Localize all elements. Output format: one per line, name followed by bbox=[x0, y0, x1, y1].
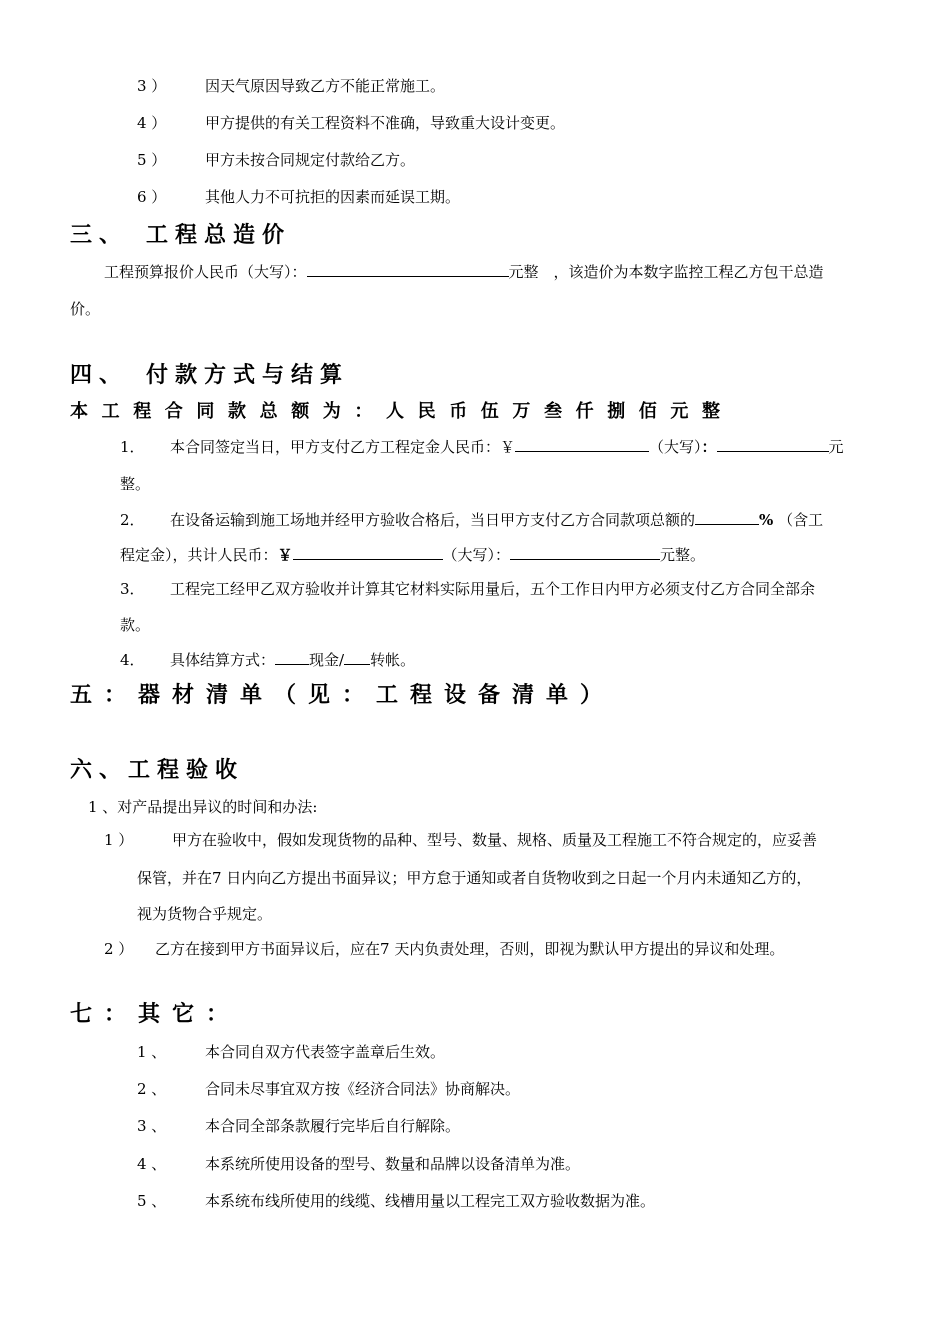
list-item bbox=[137, 113, 566, 133]
item-text: 合同未尽事宜双方按《经济合同法》协商解决。 bbox=[205, 1080, 521, 1098]
item-text: 元整。 bbox=[660, 546, 706, 564]
list-item-text: 因天气原因导致乙方不能正常施工。 bbox=[205, 77, 446, 95]
list-item-number: 6 ） bbox=[137, 188, 167, 206]
item-text: 现金/ bbox=[309, 651, 345, 669]
payment-item-cont: 款。 bbox=[120, 616, 151, 634]
payment-item bbox=[120, 437, 844, 457]
list-item bbox=[137, 1116, 461, 1136]
list-item bbox=[137, 1042, 446, 1062]
paragraph-line: 价。 bbox=[70, 300, 101, 318]
section-heading: 七：其它： bbox=[70, 1002, 241, 1027]
item-text: 本合同自双方代表签字盖章后生效。 bbox=[205, 1043, 446, 1061]
item-number: 2． bbox=[120, 511, 145, 529]
blank-field bbox=[695, 510, 759, 525]
section-heading: 六、工程验收 bbox=[70, 758, 245, 783]
list-item-text: 甲方提供的有关工程资料不准确，导致重大设计变更。 bbox=[205, 114, 566, 132]
item-text: 元 bbox=[828, 438, 844, 456]
acceptance-item bbox=[104, 830, 818, 850]
item-text: 程定金），共计人民币： bbox=[120, 546, 278, 564]
acceptance-item-cont: 保管，并在7 日内向乙方提出书面异议；甲方怠于通知或者自货物收到之日起一个月内未通知乙方的， bbox=[137, 869, 812, 887]
item-text: （大写）： bbox=[442, 546, 511, 564]
payment-item bbox=[120, 510, 824, 530]
item-text: 在设备运输到施工场地并经甲方验收合格后，当日甲方支付乙方合同款项总额的 bbox=[170, 511, 696, 529]
paragraph-line: 1 、对产品提出异议的时间和办法: bbox=[88, 798, 318, 816]
item-text: 本系统布线所使用的线缆、线槽用量以工程完工双方验收数据为准。 bbox=[205, 1192, 656, 1210]
paragraph-text: 元整 ，该造价为本数字监控工程乙方包干总造 bbox=[508, 263, 824, 281]
payment-item bbox=[120, 579, 816, 599]
blank-field bbox=[275, 650, 309, 665]
item-text: 本合同签定当日，甲方支付乙方工程定金人民币：￥ bbox=[170, 438, 516, 456]
item-number: 3． bbox=[120, 580, 145, 598]
acceptance-item bbox=[104, 939, 785, 959]
list-item bbox=[137, 76, 446, 96]
item-text: 工程完工经甲乙双方验收并计算其它材料实际用量后，五个工作日内甲方必须支付乙方合同全部余 bbox=[170, 580, 816, 598]
blank-field bbox=[307, 262, 509, 277]
item-number: 1． bbox=[120, 438, 145, 456]
section-heading: 四、 付款方式与结算 bbox=[70, 363, 350, 388]
blank-field bbox=[293, 545, 443, 560]
acceptance-item-cont: 视为货物合乎规定。 bbox=[137, 905, 273, 923]
payment-item-cont: 整。 bbox=[120, 475, 151, 493]
blank-field bbox=[717, 437, 829, 452]
payment-item bbox=[120, 650, 416, 670]
item-number: 2 ） bbox=[104, 940, 134, 958]
blank-field bbox=[515, 437, 649, 452]
list-item-text: 甲方未按合同规定付款给乙方。 bbox=[205, 151, 416, 169]
list-item-number: 4 ） bbox=[137, 114, 167, 132]
list-item bbox=[137, 1154, 581, 1174]
item-number: 4． bbox=[120, 651, 145, 669]
section-heading: 三、 工程总造价 bbox=[70, 223, 292, 248]
paragraph-line bbox=[104, 262, 824, 282]
section-heading: 五：器材清单（见：工程设备清单） bbox=[70, 683, 615, 708]
list-item bbox=[137, 1079, 521, 1099]
list-item-text: 其他人力不可抗拒的因素而延误工期。 bbox=[205, 188, 461, 206]
list-item bbox=[137, 150, 416, 170]
paragraph-text: 工程预算报价人民币（大写）： bbox=[104, 263, 307, 281]
item-number: 3 、 bbox=[137, 1117, 167, 1135]
blank-field bbox=[344, 650, 370, 665]
list-item bbox=[137, 1191, 656, 1211]
item-text: 具体结算方式： bbox=[170, 651, 276, 669]
item-text: 转帐。 bbox=[370, 651, 416, 669]
yen-sign: ￥ bbox=[277, 546, 293, 564]
item-text: 甲方在验收中，假如发现货物的品种、型号、数量、规格、质量及工程施工不符合规定的，应妥善 bbox=[172, 831, 818, 849]
list-item bbox=[137, 187, 461, 207]
item-text: 乙方在接到甲方书面异议后，应在7 天内负责处理，否则，即视为默认甲方提出的异议和处理。 bbox=[155, 940, 785, 958]
item-number: 4 、 bbox=[137, 1155, 167, 1173]
item-text: 本系统所使用设备的型号、数量和品牌以设备清单为准。 bbox=[205, 1155, 581, 1173]
item-number: 1 ） bbox=[104, 831, 134, 849]
item-number: 2 、 bbox=[137, 1080, 167, 1098]
item-text: ： bbox=[701, 438, 717, 456]
item-text: 本合同全部条款履行完毕后自行解除。 bbox=[205, 1117, 461, 1135]
item-number: 1 、 bbox=[137, 1043, 167, 1061]
list-item-number: 5 ） bbox=[137, 151, 167, 169]
blank-field bbox=[510, 545, 660, 560]
item-number: 5 、 bbox=[137, 1192, 167, 1210]
item-text: （大写） bbox=[649, 438, 702, 456]
item-text: （含工 bbox=[778, 511, 824, 529]
contract-total: 本工程合同款总额为：人民币伍万叁仟捌佰元整 bbox=[70, 401, 734, 422]
list-item-number: 3 ） bbox=[137, 77, 167, 95]
percent-sign: % bbox=[759, 511, 774, 529]
payment-item-cont bbox=[120, 545, 705, 565]
